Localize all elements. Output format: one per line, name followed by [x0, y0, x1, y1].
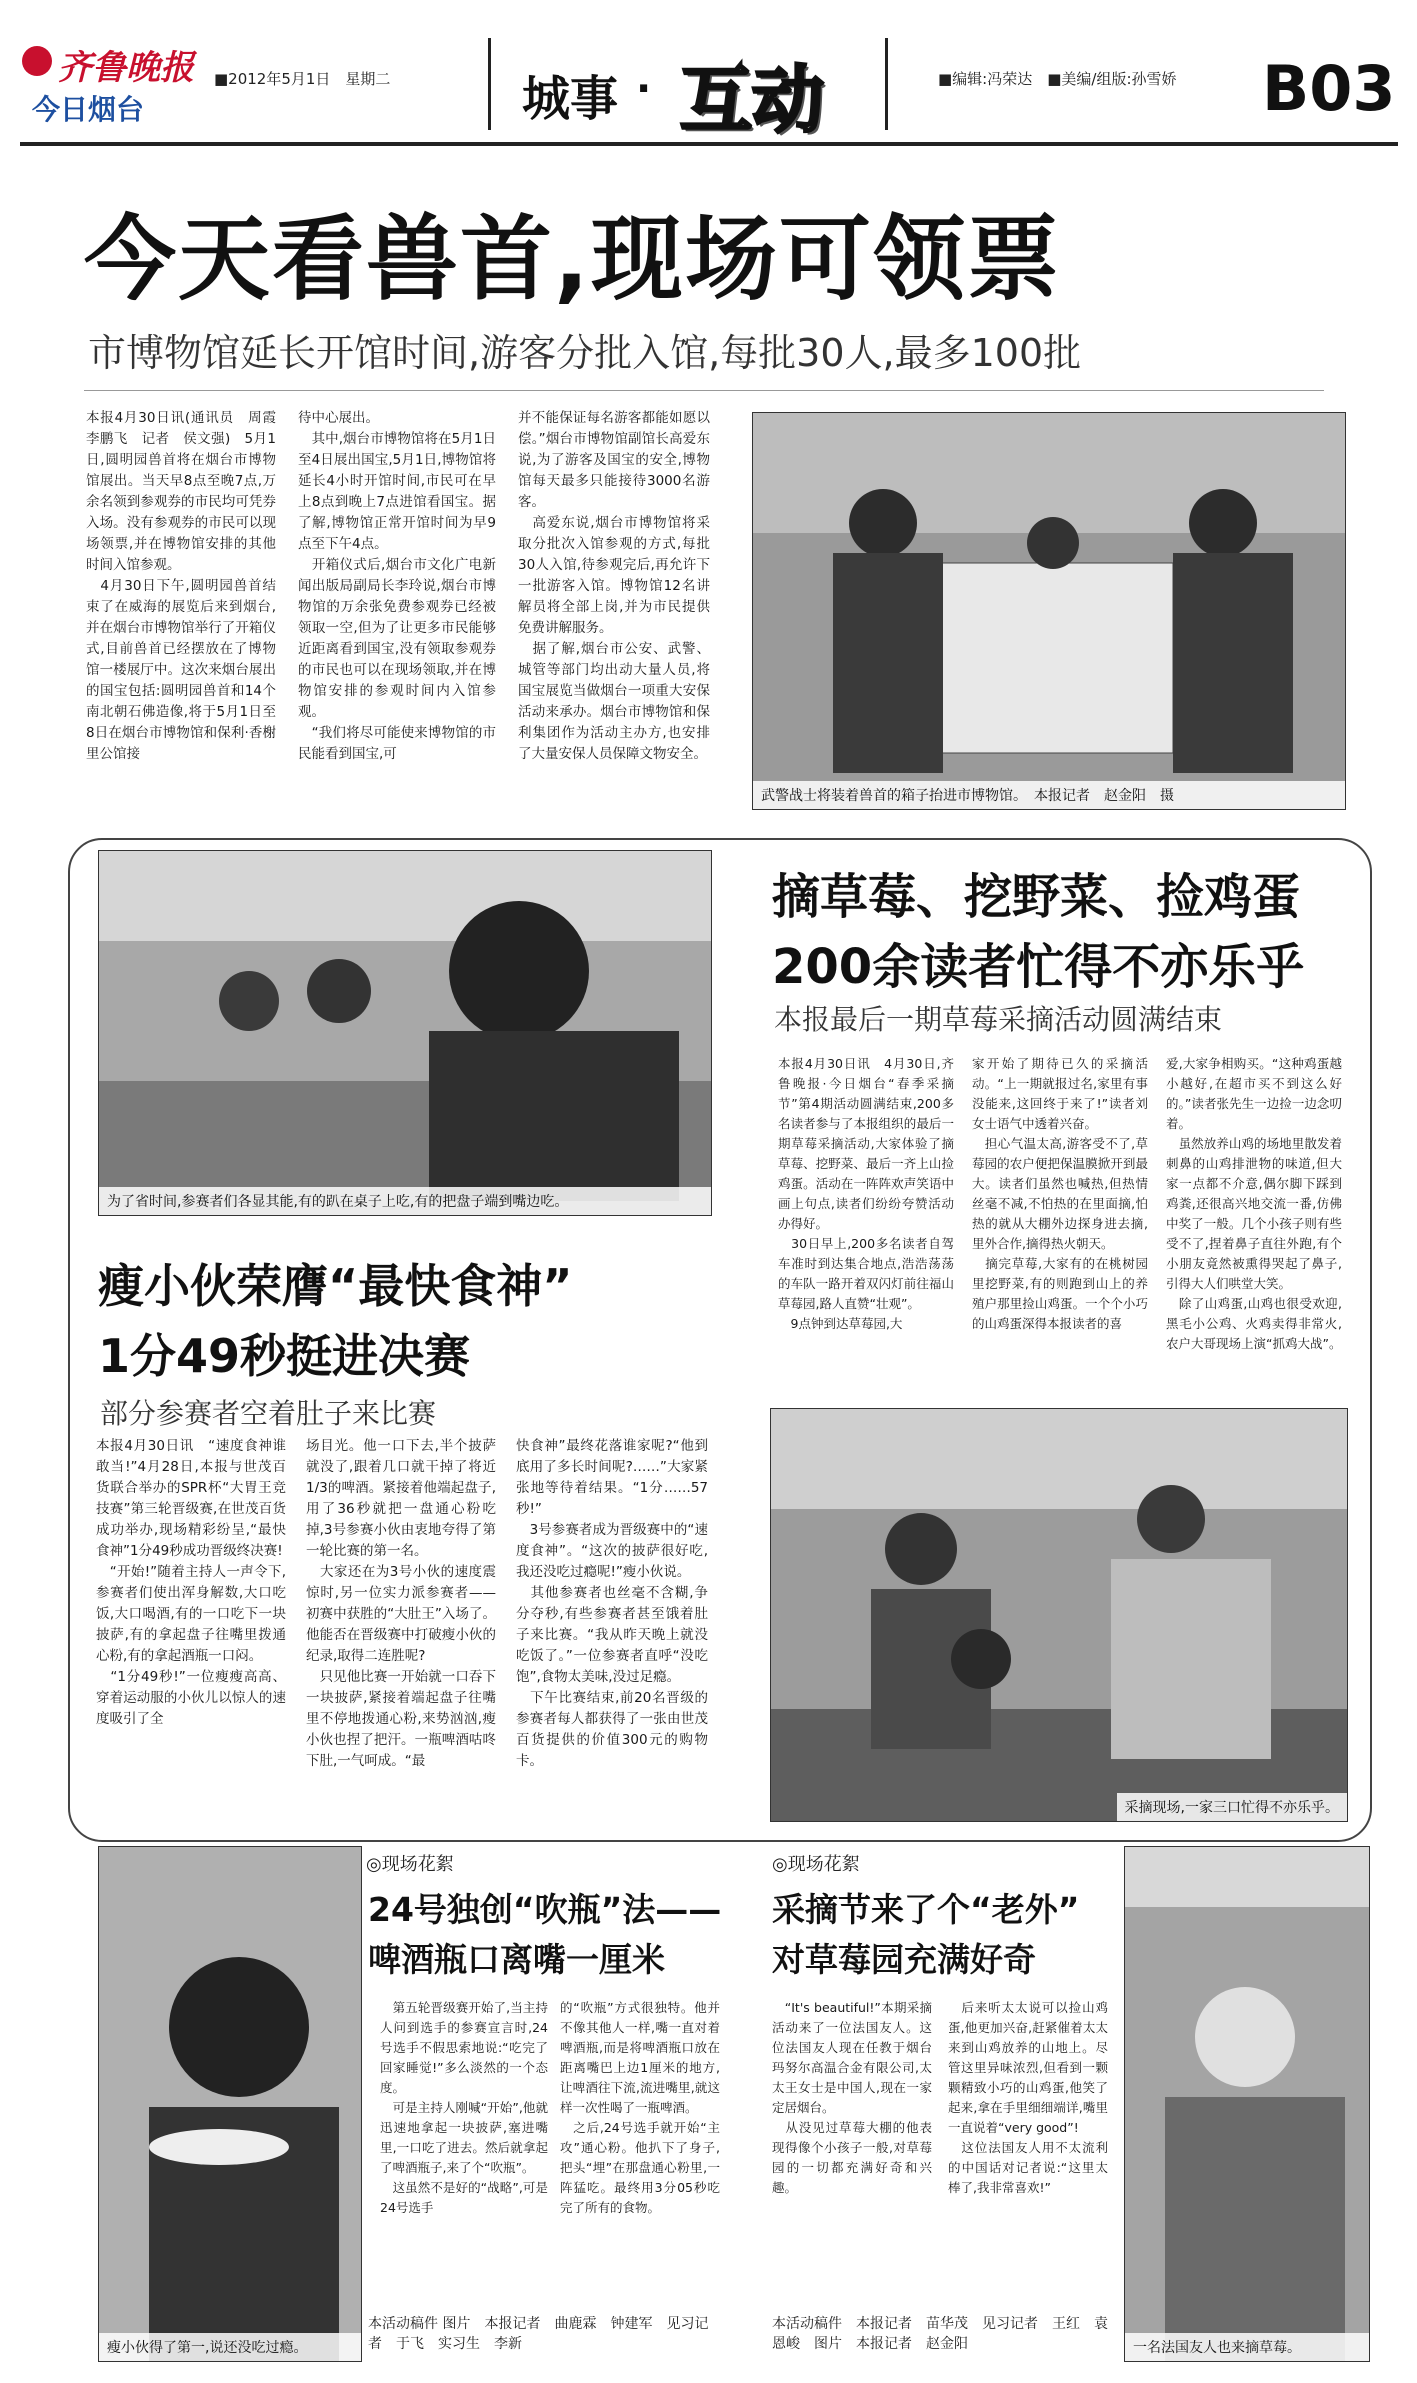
issue-date: ■2012年5月1日 星期二 [214, 70, 391, 88]
section-name-a: 城事 [522, 71, 619, 127]
story2-column-2: 家开始了期待已久的采摘活动。“上一期就报过名,家里有事没能来,这回终于来了!”读者刘女士语气中透着兴奋。 担心气温太高,游客受不了,草莓园的农户便把保温膜掀开到最大。读者们虽然也喊热,但热情丝毫不减,不怕热的在里面摘,怕热的就从大棚外边探身进去摘,里外合作,摘得热火朝天。 摘完草莓,大家有的在桃树园里挖野菜,有的则跑到山上的养殖户那里捡山鸡蛋。一个个小巧的山鸡蛋深得本报读者的喜 [972, 1056, 1148, 1331]
paper-logo-icon [22, 46, 52, 76]
soldiers-carrying-crate-image [753, 413, 1345, 809]
story2-column-1: 本报4月30日讯 4月30日,齐鲁晚报·今日烟台“春季采摘节”第4期活动圆满结束,200多名读者参与了本报组织的最后一期草莓采摘活动,大家体验了摘草莓、挖野菜、最后一齐上山捡鸡蛋。活动在一阵阵欢声笑语中画上句点,读者们纷纷夸赞活动办得好。 30日早上,200多名读者自驾车准时到达集合地点,浩浩荡荡的车队一路开着双闪灯前往福山草莓园,路人直赞“壮观”。 9点钟到达草莓园,大 [778, 1056, 954, 1331]
story1-photo [752, 412, 1346, 810]
masthead-divider-right [885, 38, 888, 130]
story3-headline-line1: 瘦小伙荣膺“最快食神” [98, 1259, 573, 1313]
story5-column-2: 后来听太太说可以捡山鸡蛋,他更加兴奋,赶紧催着太太来到山鸡放养的山地上。尽管这里异味浓烈,但看到一颗颗精致小巧的山鸡蛋,他笑了起来,拿在手里细细端详,嘴里一直说着“very good”! 这位法国友人用不太流利的中国话对记者说:“这里太棒了,我非常喜欢!” [948, 2000, 1108, 2195]
story2-headline-line2: 200余读者忙得不亦乐乎 [772, 939, 1305, 995]
story2-photo [770, 1408, 1348, 1822]
story1-photo-caption: 武警战士将装着兽首的箱子抬进市博物馆。 本报记者 赵金阳 摄 [753, 781, 1345, 809]
editors-line: ■编辑:冯荣达 ■美编/组版:孙雪娇 [938, 70, 1177, 88]
story1-column-1: 本报4月30日讯(通讯员 周霞 李鹏飞 记者 侯文强) 5月1日,圆明园兽首将在烟台市博物馆展出。当天早8点至晚7点,万余名领到参观券的市民均可凭券入场。没有参观券的市民可以现场领票,并在博物馆安排的其他时间入馆参观。 4月30日下午,圆明园兽首结束了在威海的展览后来到烟台,并在烟台市博物馆举行了开箱仪式,目前兽首已经摆放在了博物馆一楼展厅中。这次来烟台展出的国宝包括:圆明园兽首和14个南北朝石佛造像,将于5月1日至8日在烟台市博物馆和保利·香榭里公馆接 [86, 410, 276, 762]
winner-eating-image [99, 1847, 361, 2361]
masthead-divider [488, 38, 491, 130]
story1-headline: 今天看兽首,现场可领票 [84, 206, 1061, 313]
story3-column-3: 快食神”最终花落谁家呢?“他到底用了多长时间呢?……”大家紧张地等待着结果。“1分……57秒!” 3号参赛者成为晋级赛中的“速度食神”。“这次的披萨很好吃,我还没吃过瘾呢!”瘦小伙说。 其他参赛者也丝毫不含糊,争分夺秒,有些参赛者甚至饿着肚子来比赛。“我从昨天晚上就没吃饭了。”一位参赛者直呼“没吃饱”,食物太美味,没过足瘾。 下午比赛结束,前20名晋级的参赛者每人都获得了一张由世茂百货提供的价值300元的购物卡。 [516, 1438, 708, 1769]
story4-photo-caption: 瘦小伙得了第一,说还没吃过瘾。 [99, 2333, 361, 2361]
story1-subhead: 市博物馆延长开馆时间,游客分批入馆,每批30人,最多100批 [88, 331, 1082, 375]
story4-column-2: 的“吹瓶”方式很独特。他并不像其他人一样,嘴一直对着啤酒瓶,而是将啤酒瓶口放在距离嘴巴上边1厘米的地方,让啤酒往下流,流进嘴里,就这样一次性喝了一瓶啤酒。 之后,24号选手就开始“主攻”通心粉。他扒下了身子,把头“埋”在那盘通心粉里,一阵猛吃。最终用3分05秒吃完了所有的食物。 [560, 2000, 720, 2215]
story3-headline-line2: 1分49秒挺进决赛 [98, 1329, 471, 1383]
story4-headline-line1: 24号独创“吹瓶”法—— [368, 1890, 722, 1929]
story5-photo-caption: 一名法国友人也来摘草莓。 [1125, 2333, 1369, 2361]
story3-column-2: 场目光。他一口下去,半个披萨就没了,跟着几口就干掉了将近1/3的啤酒。紧接着他端起盘子,用了36秒就把一盘通心粉吃掉,3号参赛小伙由衷地夸得了第一轮比赛的第一名。 大家还在为3号小伙的速度震惊时,另一位实力派参赛者——初赛中获胜的“大肚王”入场了。他能否在晋级赛中打破瘦小伙的纪录,取得二连胜呢? 只见他比赛一开始就一口吞下一块披萨,紧接着端起盘子往嘴里不停地拨通心粉,来势汹汹,瘦小伙也捏了把汗。一瓶啤酒咕咚下肚,一气呵成。“最 [306, 1438, 496, 1769]
story4-headline-line2: 啤酒瓶口离嘴一厘米 [368, 1940, 665, 1979]
story5-photo [1124, 1846, 1370, 2362]
section-dot: · [636, 66, 652, 112]
story2-subhead: 本报最后一期草莓采摘活动圆满结束 [774, 1003, 1223, 1036]
story1-column-3: 并不能保证每名游客都能如愿以偿。”烟台市博物馆副馆长高爱东说,为了游客及国宝的安全,博物馆每天最多只能接待3000名游客。 高爱东说,烟台市博物馆将采取分批次入馆参观的方式,每批30人入馆,待参观完后,再允许下一批游客入馆。博物馆12名讲解员将全部上岗,并为市民提供免费讲解服务。 据了解,烟台市公安、武警、城管等部门均出动大量人员,将国宝展览当做烟台一项重大安保活动来承办。烟台市博物馆和保利集团作为活动主办方,也安排了大量安保人员保障文物安全。 [518, 410, 710, 762]
story5-headline-line2: 对草莓园充满好奇 [772, 1940, 1036, 1979]
story3-photo-caption: 为了省时间,参赛者们各显其能,有的趴在桌子上吃,有的把盘子端到嘴边吃。 [99, 1187, 711, 1215]
section-name-b: 互动 [680, 58, 825, 142]
eating-contest-image [99, 851, 711, 1215]
story1-sub-rule [84, 390, 1324, 391]
edition-name: 今日烟台 [32, 93, 145, 126]
story4-photo [98, 1846, 362, 2362]
story4-kicker: ◎现场花絮 [366, 1854, 454, 1875]
story2-photo-caption: 采摘现场,一家三口忙得不亦乐乎。 [1117, 1793, 1347, 1821]
story2-column-3: 爱,大家争相购买。“这种鸡蛋越小越好,在超市买不到这么好的。”读者张先生一边捡一边念叨着。 虽然放养山鸡的场地里散发着刺鼻的山鸡排泄物的味道,但大家一点都不介意,偶尔脚下踩到鸡粪,还很高兴地交流一番,仿佛中奖了一般。几个小孩子则有些受不了,捏着鼻子直往外跑,有个小朋友竟然被熏得哭起了鼻子,引得大人们哄堂大笑。 除了山鸡蛋,山鸡也很受欢迎,黑毛小公鸡、火鸡卖得非常火,农户大哥现场上演“抓鸡大战”。 [1166, 1056, 1342, 1351]
story4-credit: 本活动稿件 图片 本报记者 曲鹿霖 钟建军 见习记者 于飞 实习生 李新 [368, 2316, 709, 2352]
story5-column-1: “It's beautiful!”本期采摘活动来了一位法国友人。这位法国友人现在任教于烟台玛努尔高温合金有限公司,太太王女士是中国人,现在一家定居烟台。 从没见过草莓大棚的他表现得像个小孩子一般,对草莓园的一切都充满好奇和兴趣。 [772, 2000, 932, 2195]
story5-headline-line1: 采摘节来了个“老外” [772, 1890, 1080, 1929]
story5-kicker: ◎现场花絮 [772, 1854, 860, 1875]
story1-column-2: 待中心展出。 其中,烟台市博物馆将在5月1日至4日展出国宝,5月1日,博物馆将延长4小时开馆时间,市民可在早上8点到晚上7点进馆看国宝。据了解,博物馆正常开馆时间为早9点至下午4点。 开箱仪式后,烟台市文化广电新闻出版局副局长李玲说,烟台市博物馆的万余张免费参观券已经被领取一空,但为了让更多市民能够近距离看到国宝,没有领取参观券的市民也可以在现场领取,并在博物馆安排的参观时间内入馆参观。 “我们将尽可能使来博物馆的市民能看到国宝,可 [298, 410, 496, 762]
masthead-bottom-rule [20, 142, 1398, 146]
story2-headline-line1: 摘草莓、挖野菜、捡鸡蛋 [772, 869, 1301, 925]
story3-subhead: 部分参赛者空着肚子来比赛 [100, 1397, 437, 1430]
story5-credit: 本活动稿件 本报记者 苗华茂 见习记者 王红 袁恩峻 图片 本报记者 赵金阳 [772, 2316, 1108, 2352]
page-number: B03 [1262, 52, 1396, 125]
strawberry-picking-image [771, 1409, 1347, 1821]
masthead [0, 0, 1417, 150]
story4-column-1: 第五轮晋级赛开始了,当主持人问到选手的参赛宣言时,24号选手不假思索地说:“吃完了回家睡觉!”多么淡然的一个态度。 可是主持人刚喊“开始”,他就迅速地拿起一块披萨,塞进嘴里,一口吃了进去。然后就拿起了啤酒瓶子,来了个“吹瓶”。 这虽然不是好的“战略”,可是24号选手 [380, 2000, 548, 2215]
paper-name: 齐鲁晚报 [58, 48, 194, 88]
story3-column-1: 本报4月30日讯 “速度食神谁敢当!”4月28日,本报与世茂百货联合举办的SPR杯“大胃王竞技赛”第三轮晋级赛,在世茂百货成功举办,现场精彩纷呈,“最快食神”1分49秒成功晋级终决赛! “开始!”随着主持人一声令下,参赛者们使出浑身解数,大口吃饭,大口喝酒,有的一口吃下一块披萨,有的拿起盘子往嘴里拨通心粉,有的拿起酒瓶一口闷。 “1分49秒!”一位瘦瘦高高、穿着运动服的小伙儿以惊人的速度吸引了全 [96, 1438, 286, 1727]
story3-photo [98, 850, 712, 1216]
french-visitor-image [1125, 1847, 1369, 2361]
